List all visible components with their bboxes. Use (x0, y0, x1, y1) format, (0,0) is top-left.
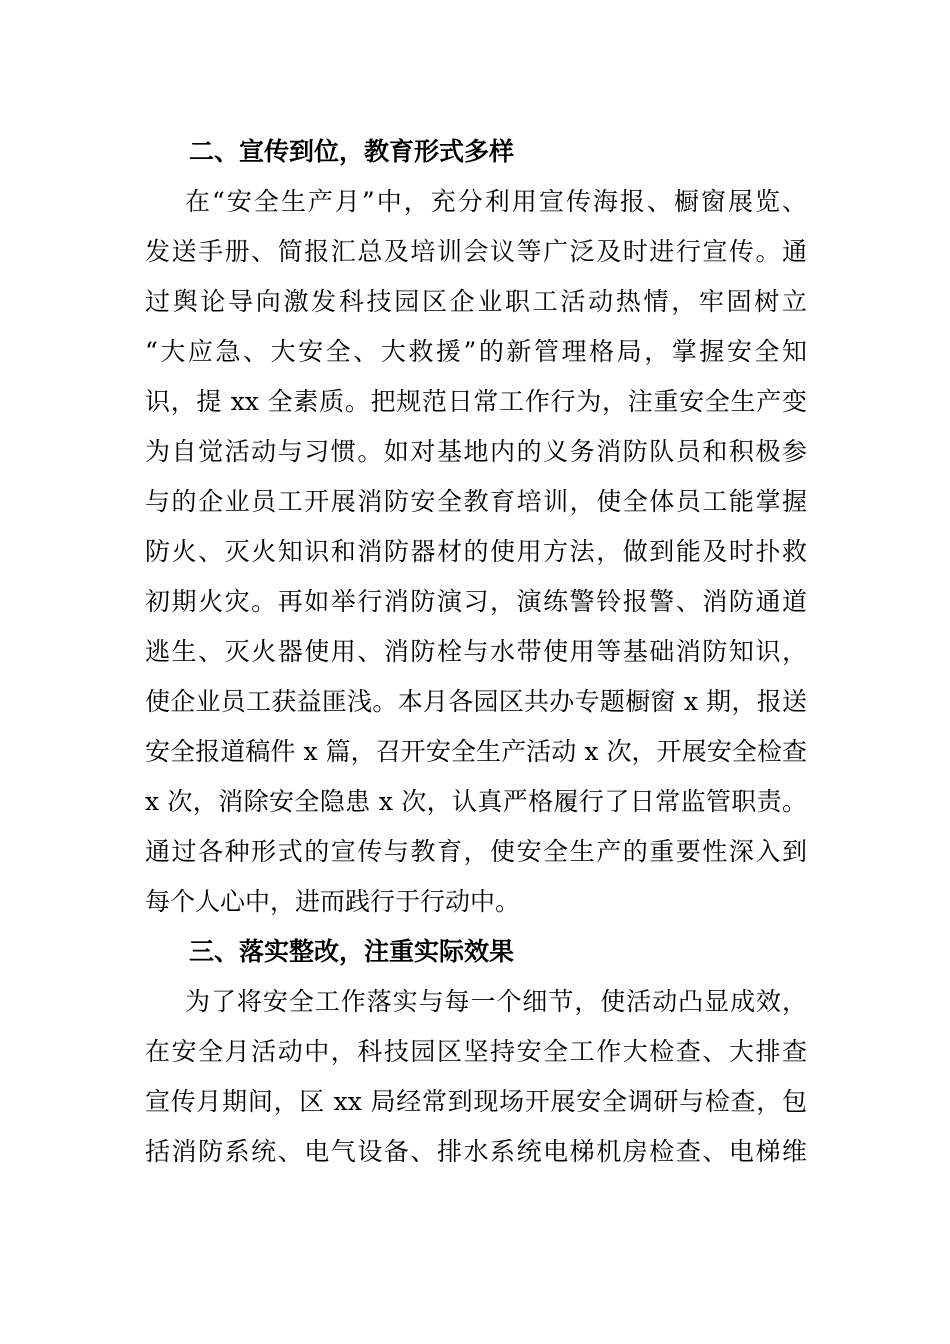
paragraph-line: 识，提 xx 全素质。把规范日常工作行为，注重安全生产变 (145, 387, 807, 416)
paragraph-line: 宣传月期间，区 xx 局经常到现场开展安全调研与检查，包 (145, 1087, 807, 1116)
document-body (145, 127, 807, 1177)
paragraph-line: 逃生、灭火器使用、消防栓与水带使用等基础消防知识， (145, 637, 807, 666)
section-3-heading: 三、落实整改，注重实际效果 (189, 937, 515, 966)
paragraph-line: 发送手册、简报汇总及培训会议等广泛及时进行宣传。通 (145, 237, 807, 266)
paragraph-line: 为自觉活动与习惯。如对基地内的义务消防队员和积极参 (145, 437, 807, 466)
paragraph-line: 使企业员工获益匪浅。本月各园区共办专题橱窗 x 期，报送 (145, 687, 807, 716)
paragraph-line: x 次，消除安全隐患 x 次，认真严格履行了日常监管职责。 (145, 787, 807, 816)
paragraph-line: 为了将安全工作落实与每一个细节，使活动凸显成效， (185, 987, 807, 1016)
paragraph-line: 在“安全生产月”中，充分利用宣传海报、橱窗展览、 (185, 187, 807, 216)
paragraph-line: 初期火灾。再如举行消防演习，演练警铃报警、消防通道 (145, 587, 807, 616)
paragraph-line: 通过各种形式的宣传与教育，使安全生产的重要性深入到 (145, 837, 807, 866)
paragraph-line: 防火、灭火知识和消防器材的使用方法，做到能及时扑救 (145, 537, 807, 566)
paragraph-line: 括消防系统、电气设备、排水系统电梯机房检查、电梯维 (145, 1137, 807, 1166)
paragraph-line: 安全报道稿件 x 篇，召开安全生产活动 x 次，开展安全检查 (145, 737, 807, 766)
section-3-paragraph (145, 977, 807, 1177)
section-2-heading: 二、宣传到位，教育形式多样 (189, 137, 515, 166)
paragraph-line: 在安全月活动中，科技园区坚持安全工作大检查、大排查 (145, 1037, 807, 1066)
paragraph-line: 过舆论导向激发科技园区企业职工活动热情，牢固树立 (145, 287, 807, 316)
paragraph-line: “大应急、大安全、大救援”的新管理格局，掌握安全知 (145, 337, 807, 366)
paragraph-line: 每个人心中，进而践行于行动中。 (145, 887, 521, 916)
paragraph-line: 与的企业员工开展消防安全教育培训，使全体员工能掌握 (145, 487, 807, 516)
section-2-paragraph (145, 177, 807, 927)
